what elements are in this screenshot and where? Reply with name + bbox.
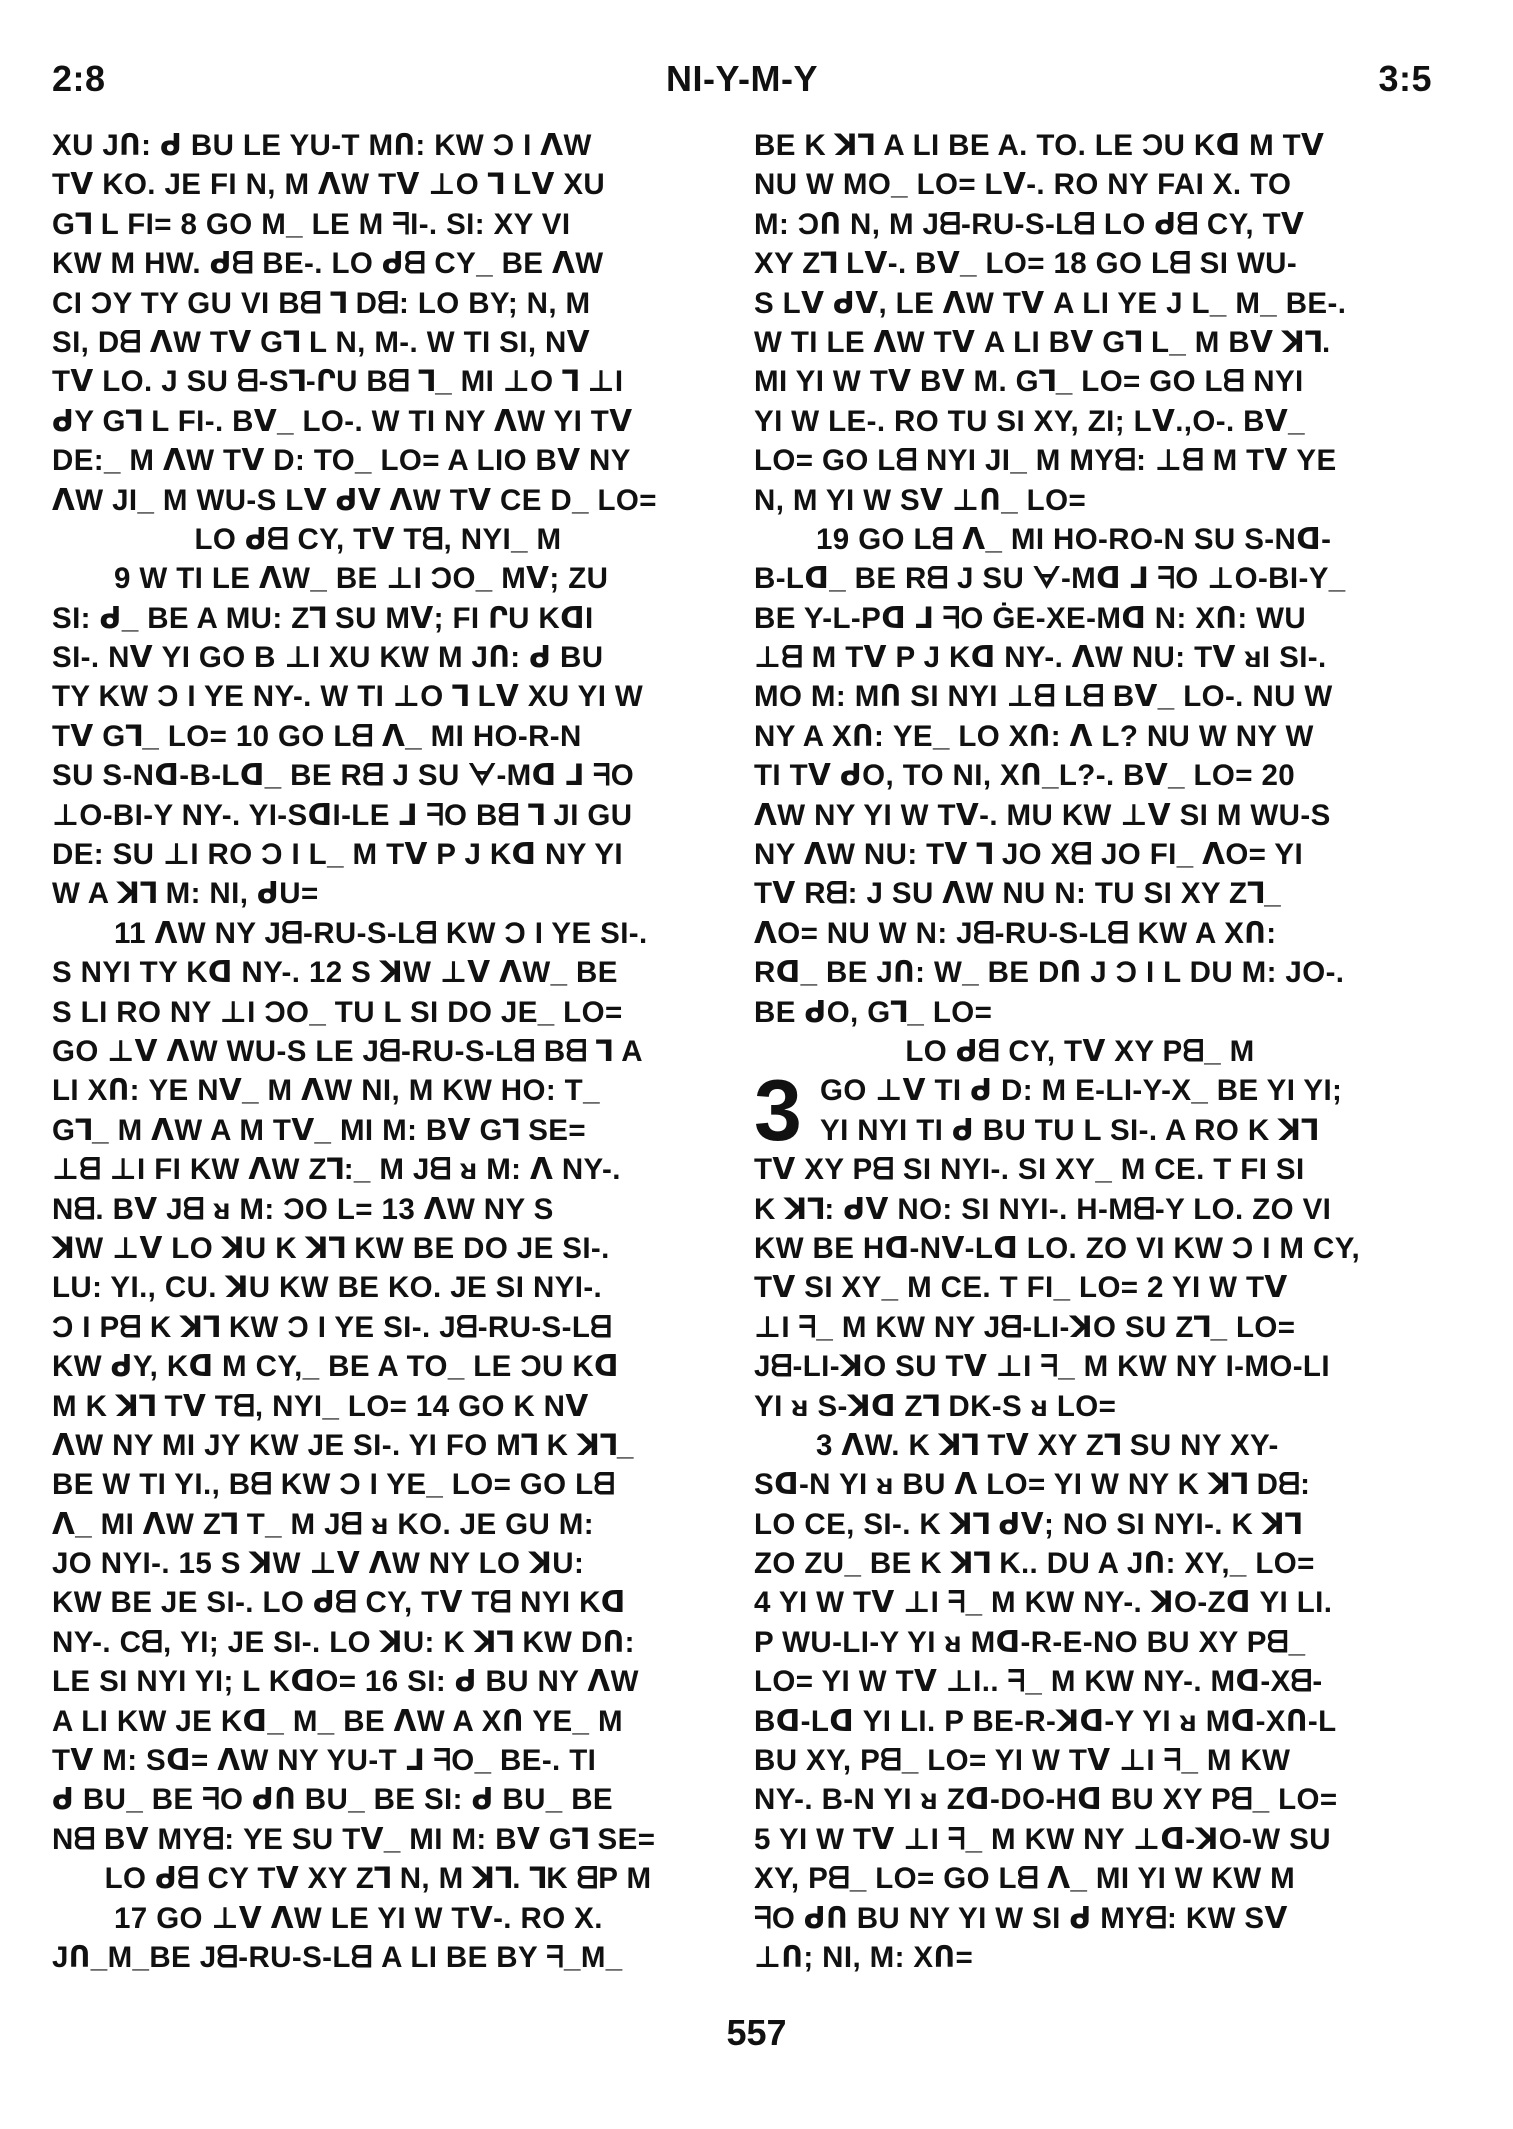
line-text: SI-. Nᐯ YI GO B ⊥I XU KW M JՈ: ᑯ BU <box>52 641 604 675</box>
line-text: JO NYI-. 15 S ꓘW ⊥ᐯ ᐱW NY LO ꓘU: <box>52 1547 585 1581</box>
text-line <box>52 717 704 756</box>
line-text: LO= GO Lᗺ NYI JI_ M MYᗺ: ⊥ᗺ M Tᐯ YE <box>754 444 1337 478</box>
section-heading <box>52 1859 704 1898</box>
line-text: Tᐯ KO. JE FI N, M ᐱW Tᐯ ⊥O ⅂ Lᐯ XU <box>52 168 606 202</box>
text-line <box>754 1702 1406 1741</box>
text-line <box>754 284 1406 323</box>
line-text: ⊥ᗺ ⊥I FI KW ᐱW Z⅂:_ M Jᗺ ᴚ M: ᐱ NY-. <box>52 1153 621 1187</box>
text-line <box>754 1544 1406 1583</box>
text-line <box>754 244 1406 283</box>
line-text: LO CE, SI-. K ꓘ⅂ ᑯᐯ; NO SI NYI-. K ꓘ⅂ <box>754 1507 1302 1541</box>
line-text: W A ꓘ⅂ M: NI, ᑯU= <box>52 877 319 911</box>
line-text: Tᐯ SI XY_ M CE. T FI_ LO= 2 YI W Tᐯ <box>754 1271 1288 1305</box>
line-text: KW M HW. ᑯᗺ BE-. LO ᑯᗺ CY_ BE ᐱW <box>52 247 604 281</box>
header-chapter-end: 3:5 <box>1378 58 1432 99</box>
text-line <box>52 402 704 441</box>
line-text: Bᗡ-Lᗡ YI LI. P BE-R-ꓘᗡ-Y YI ᴚ Mᗡ-XՈ-L <box>754 1704 1337 1738</box>
text-line <box>754 1505 1406 1544</box>
line-text: 5 YI W Tᐯ ⊥I ᖷ_ M KW NY ⊥ᗡ-ꓘO-W SU <box>754 1822 1331 1856</box>
line-text: M K ꓘ⅂ Tᐯ Tᗺ, NYI_ LO= 14 GO K Nᐯ <box>52 1389 589 1423</box>
left-text-column <box>52 126 704 1986</box>
text-line <box>52 205 704 244</box>
line-text: YI ᴚ S-ꓘᗡ Z⅂ DK-S ᴚ LO= <box>754 1389 1117 1423</box>
text-line <box>754 677 1406 716</box>
line-text: BU XY, Pᗺ_ LO= YI W Tᐯ ⊥I ᖷ_ M KW <box>754 1744 1291 1778</box>
line-text: Rᗡ_ BE JՈ: W_ BE DՈ J Ɔ I L DU M: JO-. <box>754 956 1345 990</box>
text-line <box>754 1899 1406 1938</box>
line-text: ꓘW ⊥ᐯ LO ꓘU K ꓘ⅂ KW BE DO JE SI-. <box>52 1231 610 1265</box>
text-line <box>754 993 1406 1032</box>
line-text: ⊥Ո; NI, M: XՈ= <box>754 1940 974 1974</box>
line-text: ᐱW JI_ M WU-S Lᐯ ᑯᐯ ᐱW Tᐯ CE D_ LO= <box>52 483 657 517</box>
line-text: 17 GO ⊥ᐯ ᐱW LE YI W Tᐯ-. RO X. <box>114 1901 603 1935</box>
text-line <box>52 599 704 638</box>
line-text: ᐱ_ MI ᐱW Z⅂ T_ M Jᗺ ᴚ KO. JE GU M: <box>52 1507 594 1541</box>
line-text: 3 ᐱW. K ꓘ⅂ Tᐯ XY Z⅂ SU NY XY- <box>816 1428 1279 1462</box>
line-text: SI, Dᗺ ᐱW Tᐯ G⅂ L N, M-. W TI SI, Nᐯ <box>52 325 590 359</box>
line-text: M: ƆՈ N, M Jᗺ-RU-S-Lᗺ LO ᑯᗺ CY, Tᐯ <box>754 207 1305 241</box>
line-text: LO ᑯᗺ CY, Tᐯ Tᗺ, NYI_ M <box>194 522 562 556</box>
text-line <box>52 1032 704 1071</box>
line-text: ᑯ BU_ BE ᖷO ᑯՈ BU_ BE SI: ᑯ BU_ BE <box>52 1783 613 1817</box>
text-line <box>52 244 704 283</box>
line-text: MO M: MՈ SI NYI ⊥ᗺ Lᗺ Bᐯ_ LO-. NU W <box>754 680 1333 714</box>
line-text: KW BE JE SI-. LO ᑯᗺ CY, Tᐯ Tᗺ NYI Kᗡ <box>52 1586 626 1620</box>
line-text: Sᗡ-N YI ᴚ BU ᐱ LO= YI W NY K ꓘ⅂ Dᗺ: <box>754 1468 1311 1502</box>
line-text: BE W TI YI., Bᗺ KW Ɔ I YE_ LO= GO Lᗺ <box>52 1468 616 1502</box>
section-heading <box>52 520 704 559</box>
text-line <box>754 323 1406 362</box>
line-text: BE Y-L-Pᗡ ⅃ ᖷO ĠE-XE-Mᗡ N: XՈ: WU <box>754 601 1307 635</box>
text-line <box>52 1544 704 1583</box>
line-text: Nᗺ Bᐯ MYᗺ: YE SU Tᐯ_ MI M: Bᐯ G⅂ SE= <box>52 1822 656 1856</box>
line-text: ᐱO= NU W N: Jᗺ-RU-S-Lᗺ KW A XՈ: <box>754 916 1277 950</box>
line-text: TI Tᐯ ᑯO, TO NI, XՈ_L?-. Bᐯ_ LO= 20 <box>754 759 1296 793</box>
text-line <box>754 874 1406 913</box>
line-text: B-Lᗡ_ BE Rᗺ J SU ᗄ-Mᗡ ⅃ ᖷO ⊥O-BI-Y_ <box>754 562 1346 596</box>
line-text: A LI KW JE Kᗡ_ M_ BE ᐱW A XՈ YE_ M <box>52 1704 623 1738</box>
line-text: Tᐯ LO. J SU ᗺ-S⅂-ՐU Bᗺ ⅂_ MI ⊥O ⅂ ⊥I <box>52 365 624 399</box>
text-line <box>52 1150 704 1189</box>
line-text: YI NYI TI ᑯ BU TU L SI-. A RO K ꓘ⅂ <box>820 1113 1319 1147</box>
text-line <box>52 756 704 795</box>
line-text: NY-. B-N YI ᴚ Zᗡ-DO-Hᗡ BU XY Pᗺ_ LO= <box>754 1783 1338 1817</box>
line-text: Nᗺ. Bᐯ Jᗺ ᴚ M: ƆO L= 13 ᐱW NY S <box>52 1192 554 1226</box>
line-text: CI ƆY TY GU VI Bᗺ ⅂ Dᗺ: LO BY; N, M <box>52 286 591 320</box>
line-text: S NYI TY Kᗡ NY-. 12 S ꓘW ⊥ᐯ ᐱW_ BE <box>52 956 618 990</box>
text-line <box>52 126 704 165</box>
text-line <box>754 717 1406 756</box>
text-line <box>754 1938 1406 1977</box>
line-text: 4 YI W Tᐯ ⊥I ᖷ_ M KW NY-. ꓘO-Zᗡ YI LI. <box>754 1586 1333 1620</box>
line-text: JՈ_M_BE Jᗺ-RU-S-Lᗺ A LI BE BY ᖷ_M_ <box>52 1940 623 1974</box>
line-text: ⊥ᗺ M Tᐯ P J Kᗡ NY-. ᐱW NU: Tᐯ ᴚI SI-. <box>754 641 1327 675</box>
line-text: NY ᐱW NU: Tᐯ ⅂ JO Xᗺ JO FI_ ᐱO= YI <box>754 838 1304 872</box>
text-line <box>52 323 704 362</box>
text-line <box>754 914 1406 953</box>
line-text: S Lᐯ ᑯᐯ, LE ᐱW Tᐯ A LI YE J L_ M_ BE-. <box>754 286 1347 320</box>
text-line <box>754 126 1406 165</box>
text-line <box>52 677 704 716</box>
text-line <box>52 481 704 520</box>
line-text: G⅂ L FI= 8 GO M_ LE M ᖷI-. SI: XY VI <box>52 207 571 241</box>
line-text: W TI LE ᐱW Tᐯ A LI Bᐯ G⅂ L_ M Bᐯ ꓘ⅂. <box>754 325 1331 359</box>
line-text: ᐱW NY YI W Tᐯ-. MU KW ⊥ᐯ SI M WU-S <box>754 798 1331 832</box>
line-text: 11 ᐱW NY Jᗺ-RU-S-Lᗺ KW Ɔ I YE SI-. <box>114 916 648 950</box>
line-text: LO ᑯᗺ CY Tᐯ XY Z⅂ N, M ꓘ⅂. ⅂K ᗺP M <box>104 1862 652 1896</box>
text-line <box>52 1387 704 1426</box>
text-line <box>754 1623 1406 1662</box>
text-line <box>52 993 704 1032</box>
line-text: Tᐯ M: Sᗡ= ᐱW NY YU-T ⅃ ᖷO_ BE-. TI <box>52 1744 597 1778</box>
text-line <box>52 638 704 677</box>
text-line <box>754 1150 1406 1189</box>
text-line <box>52 1308 704 1347</box>
text-line <box>754 559 1406 598</box>
text-line <box>52 1662 704 1701</box>
text-line <box>52 1583 704 1622</box>
text-line <box>754 599 1406 638</box>
verse-paragraph-start <box>52 1899 704 1938</box>
line-text: LO= YI W Tᐯ ⊥I.. ᖷ_ M KW NY-. Mᗡ-Xᗺ- <box>754 1665 1323 1699</box>
text-line <box>52 441 704 480</box>
text-line <box>754 1662 1406 1701</box>
text-line <box>52 284 704 323</box>
line-text: DE: SU ⊥I RO Ɔ I L_ M Tᐯ P J Kᗡ NY YI <box>52 838 624 872</box>
text-line <box>754 402 1406 441</box>
text-line <box>52 1702 704 1741</box>
line-text: NY-. Cᗺ, YI; JE SI-. LO ꓘU: K ꓘ⅂ KW DՈ: <box>52 1625 635 1659</box>
line-text: ⊥I ᖷ_ M KW NY Jᗺ̇-LI-ꓘO SU Z⅂_ LO= <box>754 1310 1296 1344</box>
line-text: ⊥O-BI-Y NY-. YI-SᗡI-LE ⅃ ᖷO Bᗺ ⅂ JI GU <box>52 798 633 832</box>
text-line <box>754 1308 1406 1347</box>
line-text: K ꓘ⅂: ᑯᐯ NO: SI NYI-. H-Mᗺ-Y LO. ZO VI <box>754 1192 1332 1226</box>
text-line <box>754 362 1406 401</box>
text-line <box>754 1780 1406 1819</box>
line-text: NY A XՈ: YE_ LO XՈ: ᐱ L? NU W NY W <box>754 719 1314 753</box>
text-line <box>754 835 1406 874</box>
line-text: ᖷO ᑯՈ BU NY YI W SI ᑯ MYᗺ: KW Sᐯ <box>754 1901 1288 1935</box>
text-line <box>52 1820 704 1859</box>
text-line <box>52 1229 704 1268</box>
text-line <box>52 1505 704 1544</box>
right-text-column <box>754 126 1406 1986</box>
line-text: LI XՈ: YE Nᐯ_ M ᐱW NI, M KW HO: T_ <box>52 1074 600 1108</box>
text-line <box>754 1387 1406 1426</box>
line-text: ᑯY G⅂ L FI-. Bᐯ_ LO-. W TI NY ᐱW YI Tᐯ <box>52 404 633 438</box>
text-line <box>52 1741 704 1780</box>
line-text: 19 GO Lᗺ ᐱ_ MI HO-RO-N SU S-Nᗡ- <box>816 522 1332 556</box>
text-line <box>754 1465 1406 1504</box>
line-text: Ɔ I Pᗺ K ꓘ⅂ KW Ɔ I YE SI-. Jᗺ-RU-S-Lᗺ <box>52 1310 612 1344</box>
line-text: Tᐯ XY Pᗺ SI NYI-. SI XY_ M CE. T FI SI <box>754 1153 1305 1187</box>
text-line <box>52 874 704 913</box>
line-text: MI YI W Tᐯ Bᐯ M. G⅂_ LO= GO Lᗺ NYI <box>754 365 1304 399</box>
running-header <box>52 58 1432 108</box>
line-text: BE ᑯO, G⅂_ LO= <box>754 995 993 1029</box>
text-line <box>754 1583 1406 1622</box>
line-text: 9 W TI LE ᐱW_ BE ⊥I ƆO_ Mᐯ; ZU <box>114 562 609 596</box>
text-line <box>754 796 1406 835</box>
header-book-title: NI-Y-M-Y <box>666 58 818 99</box>
verse-paragraph-start <box>754 520 1406 559</box>
line-text: Jᗺ-LI-ꓘO SU Tᐯ ⊥I ᖷ_ M KW NY I-MO-LI <box>754 1350 1330 1384</box>
line-text: SU S-Nᗡ-B-Lᗡ_ BE Rᗺ J SU ᗄ-Mᗡ ⅃ ᖷO <box>52 759 635 793</box>
page-number: 557 <box>726 2012 787 2053</box>
line-text: Tᐯ G⅂_ LO= 10 GO Lᗺ ᐱ_ MI HO-R-N <box>52 719 582 753</box>
text-line <box>754 1347 1406 1386</box>
line-text: N, M YI W Sᐯ ⊥Ո_ LO= <box>754 483 1087 517</box>
verse-paragraph-start <box>52 914 704 953</box>
line-text: GO ⊥ᐯ TI ᑯ D: M E-LI-Y-X_ BE YI YI; <box>820 1074 1343 1108</box>
text-line <box>52 1071 704 1110</box>
text-line <box>754 1820 1406 1859</box>
line-text: XY, Pᗺ_ LO= GO Lᗺ ᐱ_ MI YI W KW M <box>754 1862 1296 1896</box>
text-line <box>52 953 704 992</box>
text-line <box>52 835 704 874</box>
text-line <box>52 1938 704 1977</box>
text-line <box>754 205 1406 244</box>
text-line <box>52 1268 704 1307</box>
line-text: KW ᑯY, Kᗡ M CY,_ BE A TO_ LE ƆU Kᗡ <box>52 1350 619 1384</box>
line-text: TY KW Ɔ I YE NY-. W TI ⊥O ⅂ Lᐯ XU YI W <box>52 680 644 714</box>
line-text: DE:_ M ᐱW Tᐯ D: TO_ LO= A LIO Bᐯ NY <box>52 444 631 478</box>
text-line <box>52 165 704 204</box>
text-line <box>52 1347 704 1386</box>
line-text: LU: YI., CU. ꓘU KW BE KO. JE SI NYI-. <box>52 1271 603 1305</box>
header-chapter-start: 2:8 <box>52 58 106 99</box>
section-heading <box>754 1032 1406 1071</box>
text-line <box>754 1229 1406 1268</box>
line-text: S LI RO NY ⊥I ƆO_ TU L SI DO JE_ LO= <box>52 995 623 1029</box>
chapter-drop-cap: 3 <box>754 1063 803 1160</box>
text-line <box>52 1780 704 1819</box>
line-text: XU JՈ: ᑯ BU LE YU-T MՈ: KW Ɔ I ᐱW <box>52 129 592 162</box>
line-text: XY Z⅂ Lᐯ-. Bᐯ_ LO= 18 GO Lᗺ SI WU- <box>754 247 1298 281</box>
line-text: NU W MO_ LO= Lᐯ-. RO NY FAI X. TO <box>754 168 1292 202</box>
line-text: LE SI NYI YI; L KᗡO= 16 SI: ᑯ BU NY ᐱW <box>52 1665 639 1699</box>
line-text: BE K ꓘ⅂ A LI BE A. TO. LE ƆU Kᗡ M Tᐯ <box>754 129 1325 162</box>
line-text: SI: ᑯ_ BE A MU: Z⅂ SU Mᐯ; FI ՐU KᗡI <box>52 601 594 635</box>
text-line <box>754 953 1406 992</box>
text-line <box>754 1190 1406 1229</box>
text-line <box>52 1111 704 1150</box>
text-line <box>754 441 1406 480</box>
text-line <box>52 1465 704 1504</box>
line-text: LO ᑯᗺ CY, Tᐯ XY Pᗺ_ M <box>905 1034 1255 1068</box>
text-line <box>754 1859 1406 1898</box>
verse-paragraph-start <box>52 559 704 598</box>
text-line <box>52 362 704 401</box>
text-line <box>754 638 1406 677</box>
line-text: YI W LE-. RO TU SI XY, ZI; Lᐯ.,O-. Bᐯ_ <box>754 404 1305 438</box>
text-line <box>52 1623 704 1662</box>
line-text: P WU-LI-Y YI ᴚ Mᗡ-R-E-NO BU XY Pᗺ_ <box>754 1625 1306 1659</box>
text-line <box>52 796 704 835</box>
verse-paragraph-start <box>754 1426 1406 1465</box>
text-line <box>754 165 1406 204</box>
line-text: Tᐯ Rᗺ: J SU ᐱW NU N: TU SI XY Z⅂_ <box>754 877 1282 911</box>
text-line <box>754 756 1406 795</box>
line-text: GO ⊥ᐯ ᐱW WU-S LE Jᗺ-RU-S-Lᗺ Bᗺ ⅂ A <box>52 1034 643 1068</box>
line-text: ᐱW NY MI JY KW JE SI-. YI FO M⅂ K ꓘ⅂_ <box>52 1428 634 1462</box>
text-line <box>754 1741 1406 1780</box>
line-text: KW BE Hᗡ-Nᐯ-Lᗡ LO. ZO VI KW Ɔ I M CY, <box>754 1231 1361 1265</box>
text-line <box>754 481 1406 520</box>
line-text: G⅂_ M ᐱW A M Tᐯ_ MI M: Bᐯ G⅂ SE= <box>52 1113 587 1147</box>
text-line <box>52 1190 704 1229</box>
text-line <box>754 1268 1406 1307</box>
text-line <box>52 1426 704 1465</box>
text-line <box>754 1111 1406 1150</box>
line-text: ZO ZU_ BE K ꓘ⅂ K.. DU A JՈ: XY,_ LO= <box>754 1547 1315 1581</box>
